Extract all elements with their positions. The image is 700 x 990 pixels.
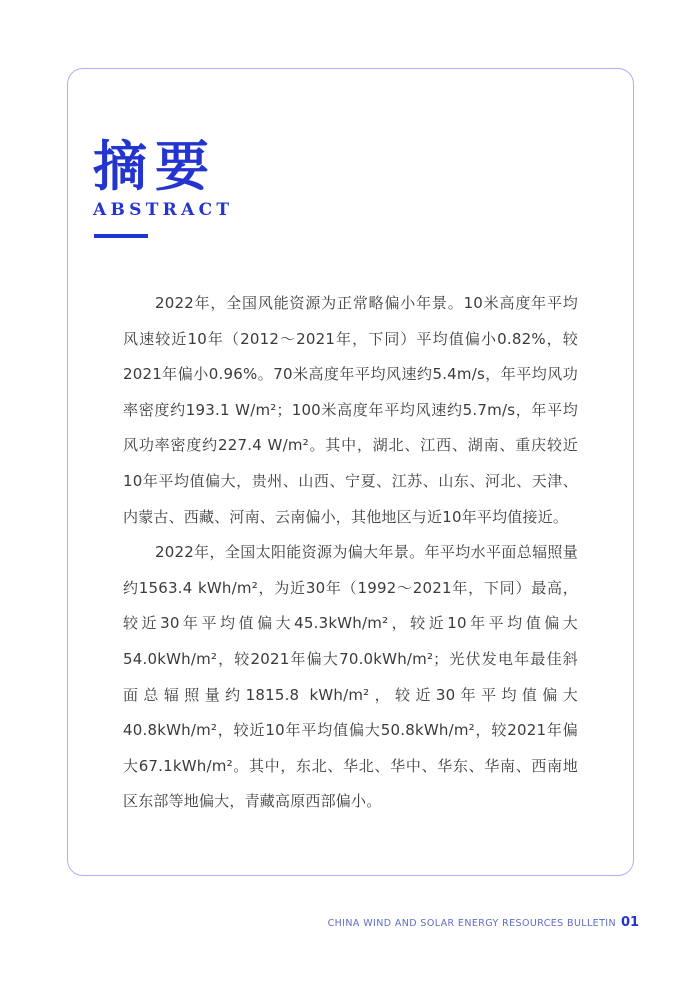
page-subtitle: ABSTRACT bbox=[93, 200, 234, 220]
page-title: 摘要 bbox=[93, 135, 217, 198]
abstract-body bbox=[123, 286, 578, 820]
page-number: 01 bbox=[621, 915, 640, 930]
title-underline bbox=[94, 234, 148, 238]
wind-paragraph: 2022年，全国风能资源为正常略偏小年景。10米高度年平均风速较近10年（2012～2021年，下同）平均值偏小0.82%，较2021年偏小0.96%。70米高度年平均风速约5.4m/s，年平均风功率密度约193.1 W/m²；100米高度年平均风速约5.7m/s，年平均风功率密度约227.4 W/m²。其中，湖北、江西、湖南、重庆较近10年平均值偏大，贵州、山西、宁夏、江苏、山东、河北、天津、内蒙古、西藏、河南、云南偏小，其他地区与近10年平均值接近。 bbox=[123, 294, 578, 526]
bulletin-name: CHINA WIND AND SOLAR ENERGY RESOURCES BULLETIN bbox=[327, 918, 616, 929]
solar-paragraph: 2022年，全国太阳能资源为偏大年景。年平均水平面总辐照量约1563.4 kWh/m²，为近30年（1992～2021年，下同）最高，较近30年平均值偏大45.3kWh/m²，较近10年平均值偏大54.0kWh/m²，较2021年偏大70.0kWh/m²；光伏发电年最佳斜面总辐照量约1815.8 kWh/m²，较近30年平均值偏大40.8kWh/m²，较近10年平均值偏大50.8kWh/m²，较2021年偏大67.1kWh/m²。其中，东北、华北、华中、华东、华南、西南地区东部等地偏大，青藏高原西部偏小。 bbox=[123, 543, 578, 811]
